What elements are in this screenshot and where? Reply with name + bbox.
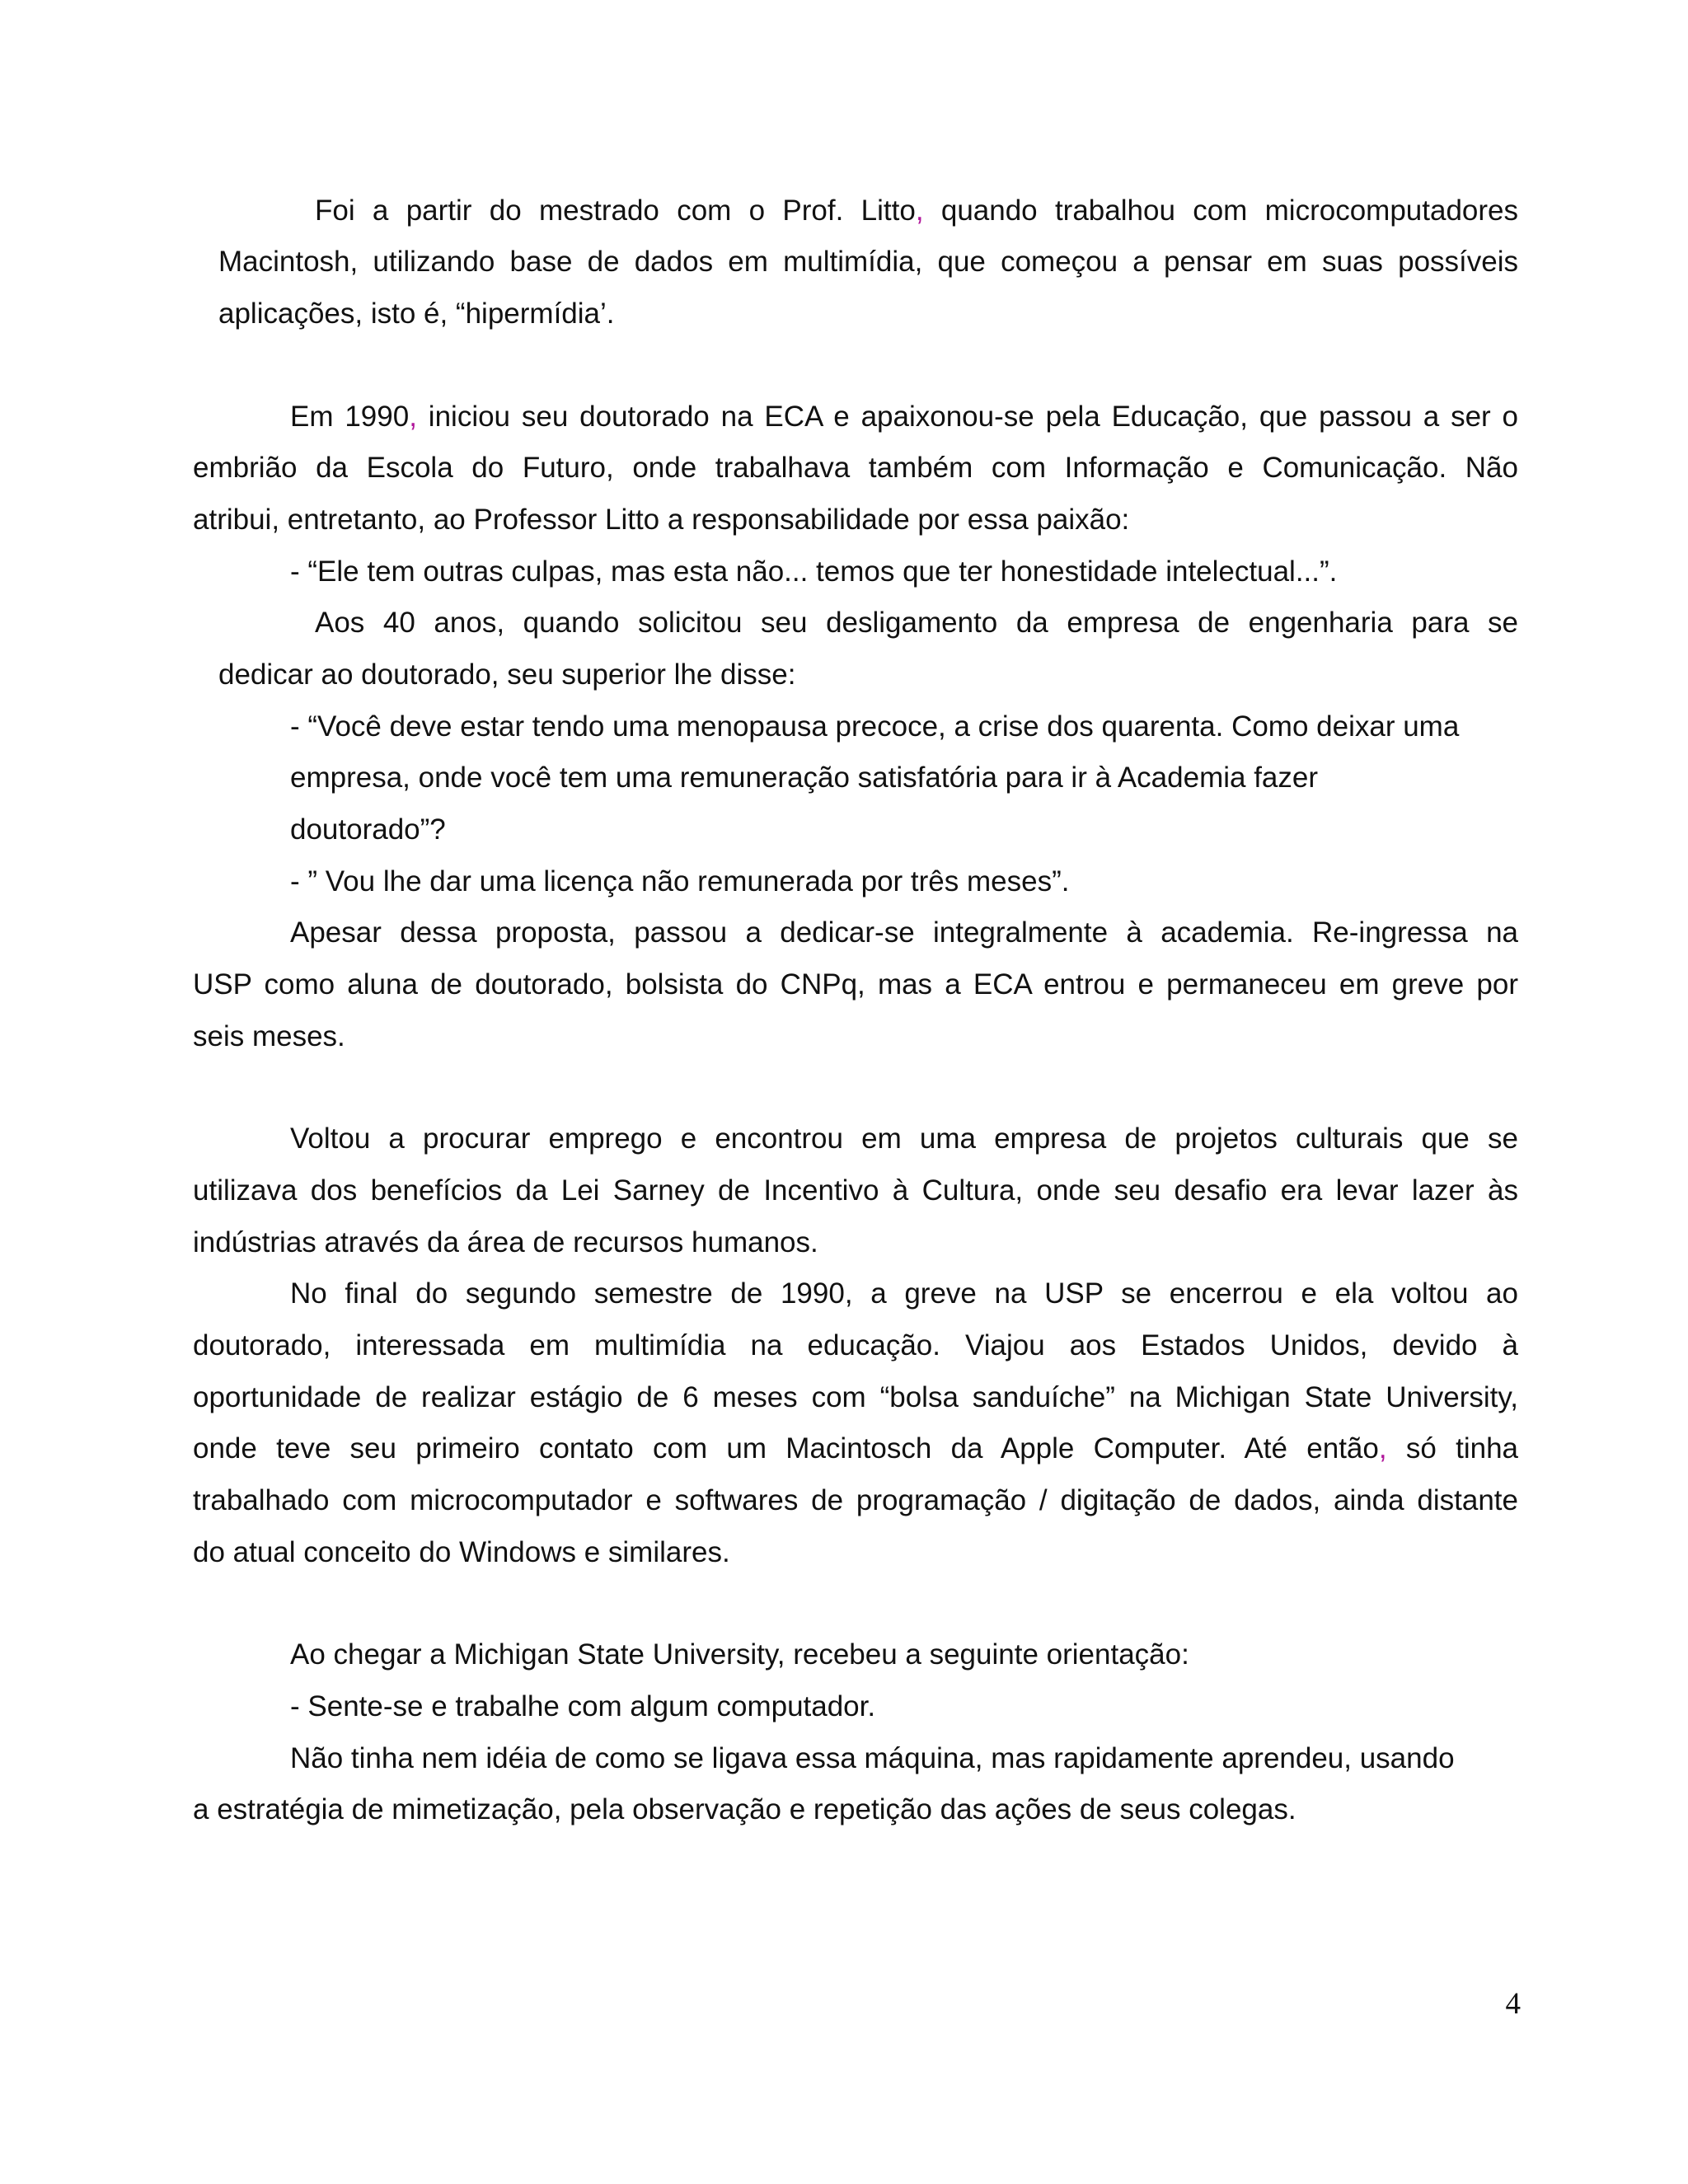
paragraph-4-line-3: seis meses. <box>193 1020 345 1052</box>
text-segment: quando trabalhou com microcomputadores <box>923 194 1518 227</box>
paragraph-4-line-2: USP como aluna de doutorado, bolsista do CNPq, mas a ECA entrou e permaneceu em greve por <box>193 968 1518 1001</box>
paragraph-3-line-1: Aos 40 anos, quando solicitou seu desligamento da empresa de engenharia para se <box>315 607 1518 639</box>
highlighted-comma: , <box>409 401 417 433</box>
paragraph-6-line-6: do atual conceito do Windows e similares. <box>193 1536 730 1568</box>
paragraph-6-line-1: No final do segundo semestre de 1990, a greve na USP se encerrou e ela voltou ao <box>290 1277 1518 1310</box>
paragraph-1-line-2: Macintosh, utilizando base de dados em multimídia, que começou a pensar em suas possíveis <box>218 246 1518 278</box>
text-segment: iniciou seu doutorado na ECA e apaixonou-se pela Educação, que passou a ser o <box>416 401 1519 433</box>
quote-2-line-1: - “Você deve estar tendo uma menopausa precoce, a crise dos quarenta. Como deixar uma <box>290 710 1460 743</box>
paragraph-6-line-3: oportunidade de realizar estágio de 6 meses com “bolsa sanduíche” na Michigan State University, <box>193 1381 1518 1413</box>
paragraph-6-line-2: doutorado, interessada em multimídia na educação. Viajou aos Estados Unidos, devido à <box>193 1329 1518 1361</box>
paragraph-1-line-1 <box>315 193 1518 229</box>
paragraph-6-line-4 <box>193 1431 1518 1467</box>
paragraph-2-line-3: atribui, entretanto, ao Professor Litto a responsabilidade por essa paixão: <box>193 504 1130 536</box>
paragraph-8-line-1: Não tinha nem idéia de como se ligava essa máquina, mas rapidamente aprendeu, usando <box>290 1742 1455 1774</box>
page-number: 4 <box>1505 1987 1521 2021</box>
paragraph-1-line-3: aplicações, isto é, “hipermídia’. <box>218 298 615 330</box>
paragraph-7: Ao chegar a Michigan State University, recebeu a seguinte orientação: <box>290 1638 1189 1671</box>
paragraph-5-line-1: Voltou a procurar emprego e encontrou em uma empresa de projetos culturais que se <box>290 1122 1518 1155</box>
quote-3: - ” Vou lhe dar uma licença não remunerada por três meses”. <box>290 865 1070 898</box>
paragraph-6-line-5: trabalhado com microcomputador e softwares de programação / digitação de dados, ainda distante <box>193 1484 1518 1516</box>
quote-1: - “Ele tem outras culpas, mas esta não... temos que ter honestidade intelectual...”. <box>290 555 1338 588</box>
paragraph-8-line-2: a estratégia de mimetização, pela observação e repetição das ações de seus colegas. <box>193 1793 1296 1825</box>
quote-2-line-2: empresa, onde você tem uma remuneração satisfatória para ir à Academia fazer <box>290 762 1319 794</box>
highlighted-comma: , <box>915 194 924 227</box>
paragraph-5-line-3: indústrias através da área de recursos humanos. <box>193 1226 818 1258</box>
paragraph-5-line-2: utilizava dos benefícios da Lei Sarney de Incentivo à Cultura, onde seu desafio era levar lazer às <box>193 1174 1518 1207</box>
paragraph-4-line-1: Apesar dessa proposta, passou a dedicar-se integralmente à academia. Re-ingressa na <box>290 916 1518 949</box>
text-segment: onde teve seu primeiro contato com um Macintosch da Apple Computer. Até então <box>193 1432 1379 1465</box>
highlighted-comma: , <box>1378 1432 1387 1465</box>
quote-2-line-3: doutorado”? <box>290 813 446 846</box>
paragraph-2-line-1 <box>290 399 1518 435</box>
paragraph-3-line-2: dedicar ao doutorado, seu superior lhe disse: <box>218 658 796 691</box>
text-segment: Foi a partir do mestrado com o Prof. Litto <box>315 194 916 227</box>
paragraph-2-line-2: embrião da Escola do Futuro, onde trabalhava também com Informação e Comunicação. Não <box>193 452 1518 484</box>
text-segment: só tinha <box>1386 1432 1518 1465</box>
quote-4: - Sente-se e trabalhe com algum computador. <box>290 1690 876 1722</box>
text-segment: Em 1990 <box>290 401 410 433</box>
